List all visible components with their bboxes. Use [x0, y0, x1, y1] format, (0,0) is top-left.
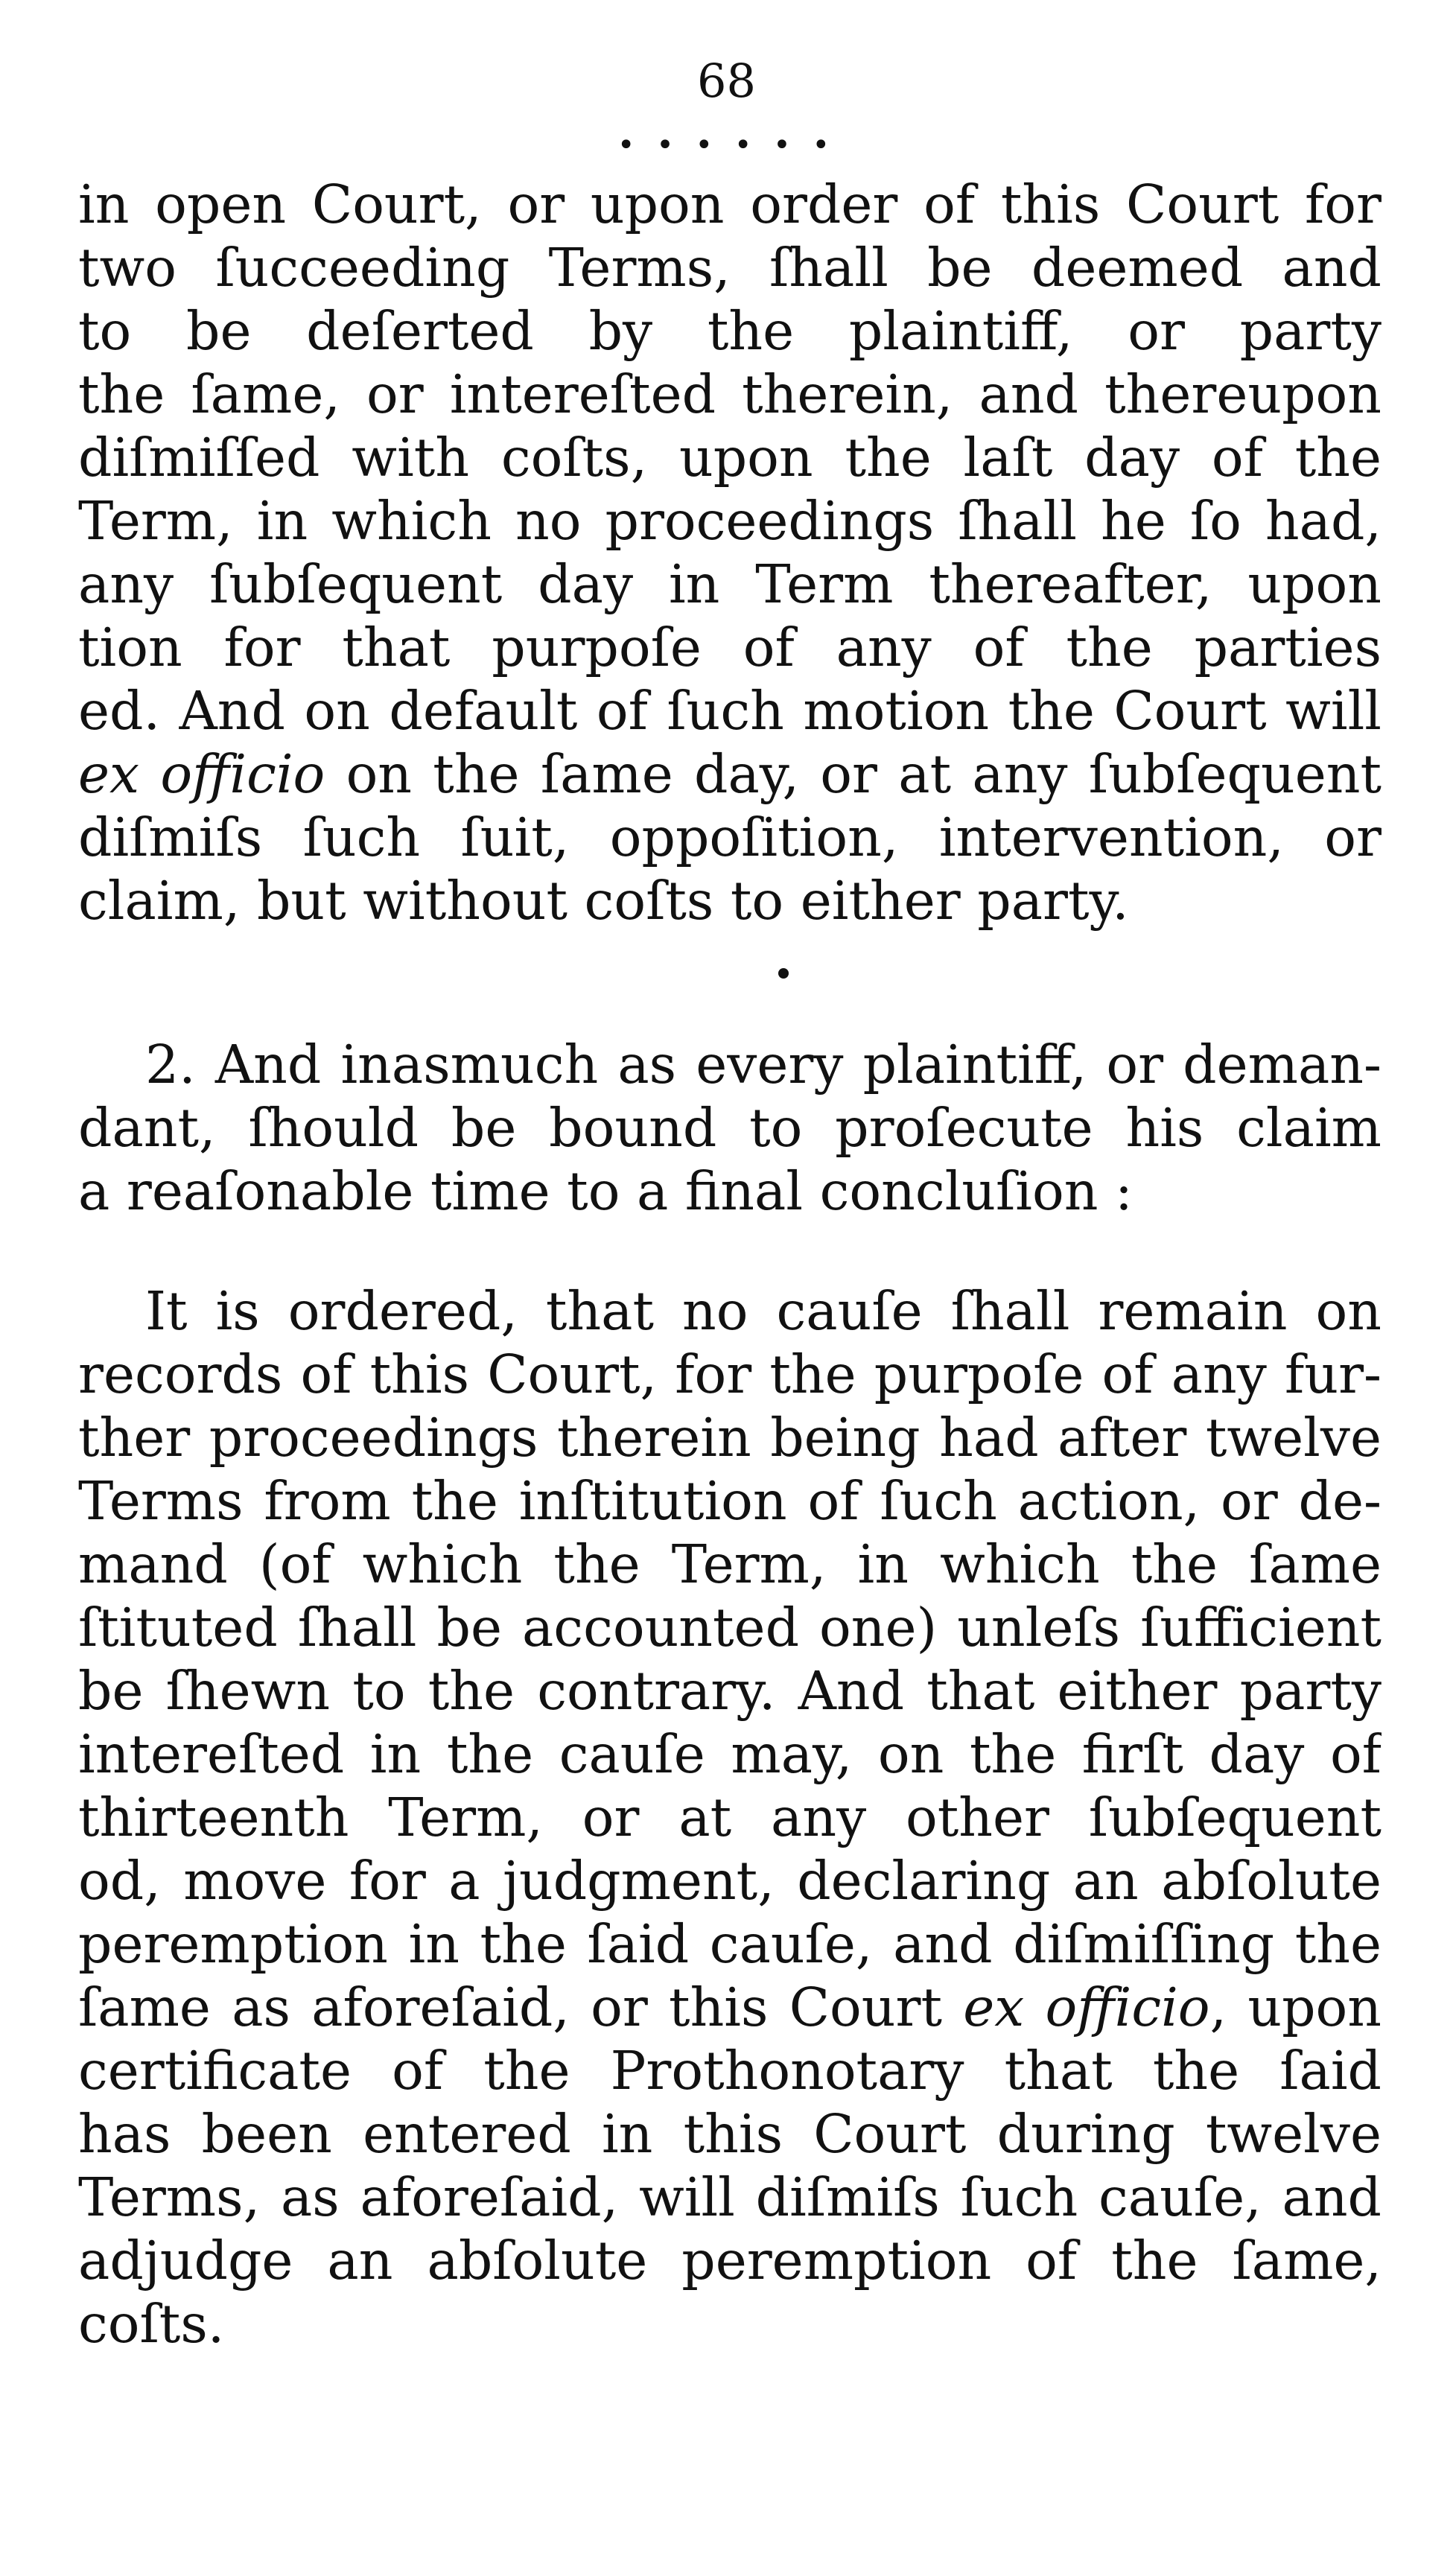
- paragraph-2: [78, 1033, 1382, 1223]
- text-line: [78, 742, 1382, 806]
- text-line: intereſted in the cauſe may, on the firſt day of: [78, 1723, 1382, 1785]
- italic-phrase: ex officio: [963, 1976, 1210, 2038]
- text-line: in open Court, or upon order of this Court for: [78, 174, 1382, 235]
- text-line: ther proceedings therein being had after twelve: [78, 1407, 1382, 1469]
- italic-phrase: ex officio: [78, 743, 325, 805]
- text-line: diſmiſſed with coſts, upon the laſt day of the: [78, 427, 1382, 489]
- page-number: 68: [697, 54, 756, 108]
- text-line: Terms from the inſtitution of ſuch action, or de-: [78, 1470, 1382, 1532]
- text-line: two ſucceeding Terms, ſhall be deemed and: [78, 237, 1382, 299]
- text-line: Term, in which no proceedings ſhall he ſo had,: [78, 490, 1382, 552]
- text-line: [78, 1976, 1382, 2039]
- text-line: It is ordered, that no cauſe ſhall remain on: [145, 1280, 1382, 1342]
- text-line: to be deſerted by the plaintiff, or party: [78, 300, 1382, 362]
- text-line-start: ſame as aforeſaid, or this Court: [78, 1976, 942, 2038]
- text-line: certificate of the Prothonotary that the ſaid: [78, 2040, 1382, 2102]
- text-line: adjudge an abſolute peremption of the ſame,: [78, 2230, 1382, 2292]
- section-dot: [778, 968, 789, 979]
- text-line: coſts.: [78, 2293, 225, 2355]
- text-line: diſmiſs ſuch ſuit, oppoſition, intervention, or: [78, 807, 1382, 868]
- text-line: peremption in the ſaid cauſe, and diſmiſſing the: [78, 1913, 1382, 1975]
- text-line: dant, ſhould be bound to proſecute his claim: [78, 1097, 1382, 1159]
- text-line: be ſhewn to the contrary. And that either party: [78, 1660, 1382, 1722]
- text-line: ſtituted ſhall be accounted one) unleſs ſufficient: [78, 1597, 1382, 1659]
- text-line: tion for that purpoſe of any of the parties: [78, 617, 1382, 678]
- text-line: a reaſonable time to a final concluſion :: [78, 1160, 1133, 1222]
- text-line: ed. And on default of ſuch motion the Court will: [78, 680, 1382, 742]
- text-line-tail: , upon: [1209, 1976, 1382, 2038]
- text-line: thirteenth Term, or at any other ſubſequent: [78, 1787, 1382, 1848]
- header-ornament: • • • • • •: [617, 128, 836, 162]
- paragraph-1: [78, 173, 1382, 932]
- text-line: has been entered in this Court during twelve: [78, 2103, 1382, 2165]
- text-line: od, move for a judgment, declaring an abſolute: [78, 1850, 1382, 1912]
- text-line: mand (of which the Term, in which the ſame: [78, 1533, 1382, 1595]
- text-line-rest: on the ſame day, or at any ſubſequent: [346, 743, 1382, 805]
- text-line: any ſubſequent day in Term thereafter, upon: [78, 553, 1382, 615]
- text-line: 2. And inasmuch as every plaintiff, or deman-: [145, 1034, 1382, 1095]
- text-line: the ſame, or intereſted therein, and thereupon: [78, 363, 1382, 425]
- text-line: records of this Court, for the purpoſe of any fur-: [78, 1343, 1382, 1405]
- paragraph-3: [78, 1279, 1382, 2356]
- text-line: Terms, as aforeſaid, will diſmiſs ſuch cauſe, and: [78, 2166, 1382, 2228]
- text-line: claim, but without coſts to either party.: [78, 870, 1129, 932]
